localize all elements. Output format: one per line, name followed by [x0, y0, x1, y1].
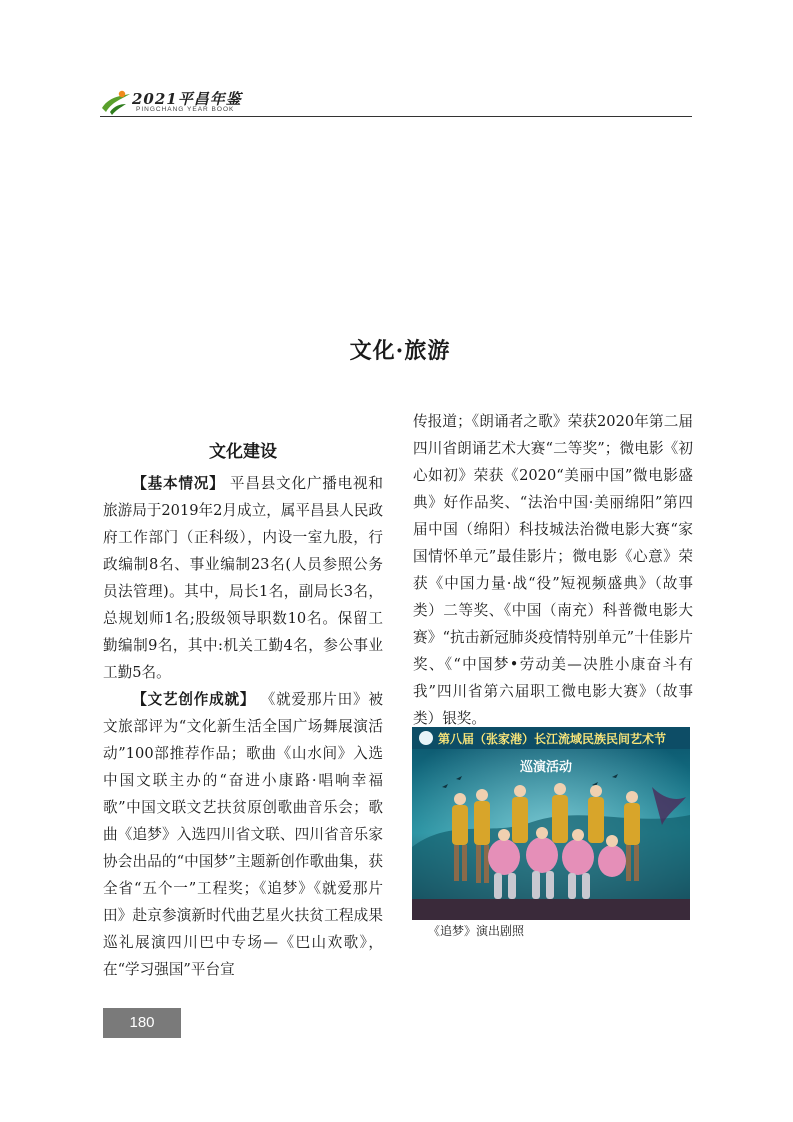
yearbook-logo-icon: [100, 88, 132, 116]
section-title: 文化建设: [209, 442, 277, 462]
paragraph-text: 平昌县文化广播电视和旅游局于2019年2月成立，属平昌县人民政府工作部门（正科级），内设一室九股，行政编制8名、事业编制23名(人员参照公务员法管理)。其中，局长1名，副局长3名，总规划师1名;股级领导职数10名。保留工勤编制9名，其中:机关工勤4名，参公事业工勤5名。: [103, 475, 383, 681]
yearbook-subtitle: PINGCHANG YEAR BOOK: [136, 106, 235, 113]
paragraph-art-achievements: [103, 686, 383, 983]
performance-photo: [412, 727, 690, 920]
paragraph-tag: 【基本情况】: [132, 475, 225, 492]
banner-subtitle: 巡演活动: [520, 760, 573, 775]
chapter-title: 文化·旅游: [349, 338, 451, 364]
banner-text: 第八届（张家港）长江流域民族民间艺术节: [438, 732, 667, 746]
paragraph-tag: 【文艺创作成就】: [132, 691, 256, 708]
right-column: [413, 408, 693, 732]
left-column: [103, 440, 383, 983]
stage-scene: [412, 727, 690, 920]
photo-caption: 《追梦》演出剧照: [428, 924, 525, 938]
yearbook-title: 2021平昌年鉴: [132, 90, 242, 108]
running-header: [100, 86, 692, 118]
page-number-box: [103, 1008, 181, 1038]
paragraph-text: 《就爱那片田》被文旅部评为“文化新生活全国广场舞展演活动”100部推荐作品；歌曲《山水间》入选中国文联主办的“奋进小康路·唱响幸福歌”中国文联文艺扶贫原创歌曲音乐会；歌曲《追梦》入选四川省文联、四川省音乐家协会出品的“中国梦”主题新创作歌曲集，获全省“五个一”工程奖；《追梦》《就爱那片田》赴京参演新时代曲艺星火扶贫工程成果巡礼展演四川巴中专场—《巴山欢歌》，在“学习强国”平台宣: [103, 691, 383, 978]
paragraph-continued: 传报道；《朗诵者之歌》荣获2020年第二届四川省朗诵艺术大赛“二等奖”；微电影《初心如初》荣获《2020“美丽中国”微电影盛典》好作品奖、“法治中国·美丽绵阳”第四届中国（绵阳）科技城法治微电影大赛“家国情怀单元”最佳影片；微电影《心意》荣获《中国力量·战“役”短视频盛典》（故事类）二等奖、《中国（南充）科普微电影大赛》“抗击新冠肺炎疫情特别单元”十佳影片奖、《“中国梦•劳动美—决胜小康奋斗有我”四川省第六届职工微电影大赛》（故事类）银奖。: [413, 413, 693, 727]
page-number: 180: [129, 1014, 155, 1031]
paragraph-basic-situation: [103, 470, 383, 686]
header-divider: [100, 116, 692, 117]
